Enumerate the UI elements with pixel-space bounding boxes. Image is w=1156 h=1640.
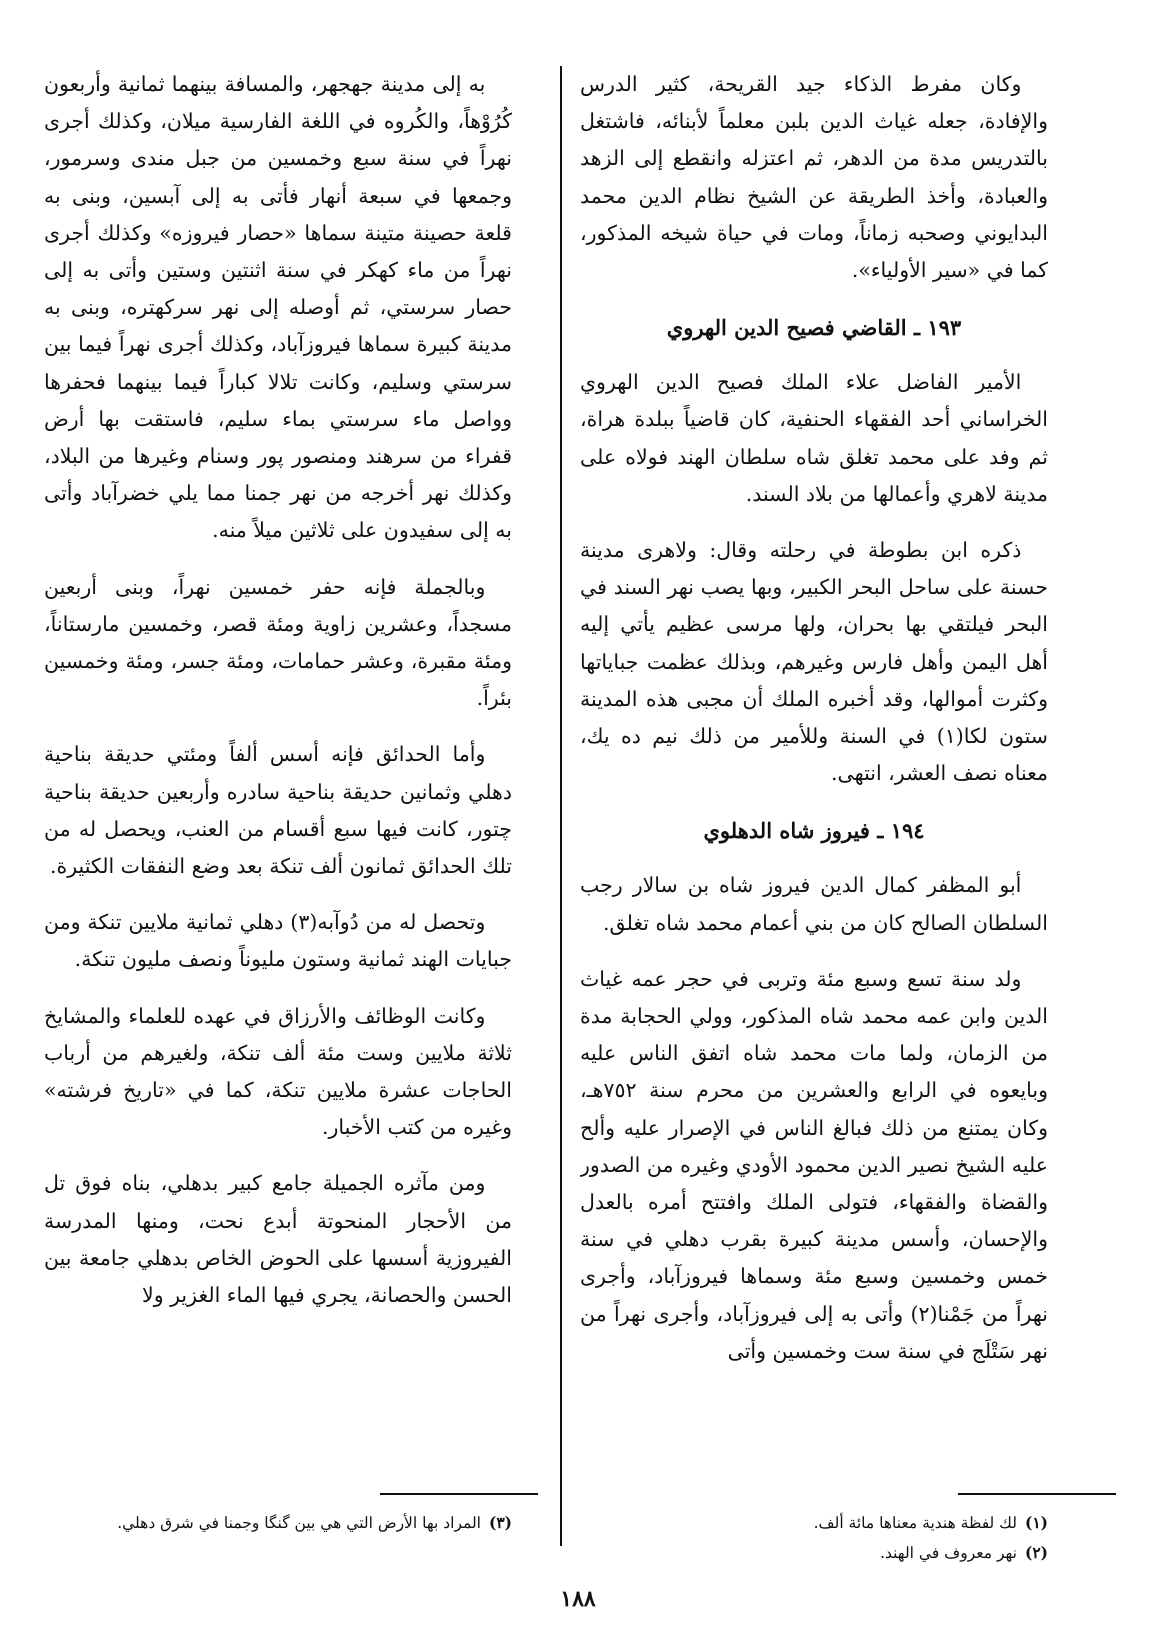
footnote-rule-left [380,1493,538,1495]
page-number: ١٨٨ [560,1586,596,1612]
paragraph: ذكره ابن بطوطة في رحلته وقال: ولاهرى مدينة حسنة على ساحل البحر الكبير، وبها يصب نهر السند في البحر فيلتقي بها بحران، ولها مرسى عظيم يأتي إليه أهل اليمن وأهل فارس وغيرهم، وبذلك عظمت جباياتها وكثرت أموالها، وقد أخبره الملك أن مجبى هذه المدينة ستون لكا(١) في السنة وللأمير من ذلك نيم ده يك، معناه نصف العشر، انتهى. [580,538,1048,786]
right-column [580,66,1048,1482]
paragraph: وكانت الوظائف والأرزاق في عهده للعلماء والمشايخ ثلاثة ملايين وست مئة ألف تنكة، ولغيرهم من أرباب الحاجات عشرة ملايين تنكة، كما في «تاريخ فرشته» وغيره من كتب الأخبار. [44,1003,512,1140]
paragraph: ولد سنة تسع وسبع مئة وتربى في حجر عمه غياث الدين وابن عمه محمد شاه المذكور، وولي الحجابة مدة من الزمان، ولما مات محمد شاه اتفق الناس عليه وبايعوه في الرابع والعشرين من محرم سنة ٧٥٢هـ، وكان يمتنع من ذلك فبالغ الناس في الإصرار عليه وألح عليه الشيخ نصير الدين محمود الأودي وغيره من الصدور والقضاة والفقهاء، فتولى الملك وافتتح أمره بالعدل والإحسان، وأسس مدينة كبيرة بقرب دهلي في سنة خمس وخمسين وسبع مئة وسماها فيروزآباد، وأجرى نهراً من جَمْنا(٢) وأتى به إلى فيروزآباد، وأجرى نهراً من نهر سَتْلَج في سنة ست وخمسين وأتى [580,966,1048,1363]
footnote-number: (٣) [488,1513,512,1532]
footnote-rule-right [958,1493,1116,1495]
paragraph: أبو المظفر كمال الدين فيروز شاه بن سالار رجب السلطان الصالح كان من بني أعمام محمد شاه تغلق. [580,873,1048,935]
column-divider [560,66,562,1546]
footnotes-right [578,1508,1048,1568]
paragraph: وبالجملة فإنه حفر خمسين نهراً، وبنى أربعين مسجداً، وعشرين زاوية ومئة قصر، وخمسين مارستاناً، ومئة مقبرة، وعشر حمامات، ومئة جسر، ومئة وخمسين بئراً. [44,574,512,711]
footnote-number: (١) [1024,1513,1048,1532]
left-column [44,66,512,1482]
footnote-number: (٢) [1024,1543,1048,1562]
footnote-text: لك لفظة هندية معناها مائة ألف. [813,1514,1017,1532]
paragraph: وكان مفرط الذكاء جيد القريحة، كثير الدرس والإفادة، جعله غياث الدين بلبن معلماً لأبنائه، فاشتغل بالتدريس مدة من الدهر، ثم اعتزله وانقطع إلى الزهد والعبادة، وأخذ الطريقة عن الشيخ نظام الدين محمد البدايوني وصحبه زماناً، ومات في حياة شيخه المذكور، كما في «سير الأولياء». [580,72,1048,283]
paragraph: ومن مآثره الجميلة جامع كبير بدهلي، بناه فوق تل من الأحجار المنحوتة أبدع نحت، ومنها المدرسة الفيروزية أسسها على الحوض الخاص بدهلي جامعة بين الحسن والحصانة، يجري فيها الماء الغزير ولا [44,1171,512,1308]
footnote-text: المراد بها الأرض التي هي بين گنگا وجمنا في شرق دهلي. [117,1514,481,1532]
footnote [578,1538,1048,1568]
paragraph: به إلى مدينة جهجهر، والمسافة بينهما ثمانية وأربعون كُرُوْهاً، والكُروه في اللغة الفارسية ميلان، وكذلك أجرى نهراً في سنة سبع وخمسين من جبل مندى وسرمور، وجمعها في سبعة أنهار فأتى به إلى آبسين، وبنى به قلعة حصينة متينة سماها «حصار فيروزه» وكذلك أجرى نهراً من ماء كهكر في سنة اثنتين وستين وأتى به إلى حصار سرستي، ثم أوصله إلى نهر سركهتره، وبنى به مدينة كبيرة سماها فيروزآباد، وكذلك أجرى نهراً فيما بين سرستي وسليم، وكانت تلالا كباراً فيما بينهما فحفرها وواصل ماء سرستي بماء سليم، فاستقت بها أرض قفراء من سرهند ومنصور پور وسنام وغيرها من البلاد، وكذلك نهر أخرجه من نهر جمنا مما يلي خضرآباد وأتى به إلى سفيدون على ثلاثين ميلاً منه. [44,72,512,543]
section-heading: ١٩٣ ـ القاضي فصيح الدين الهروي [666,315,962,341]
paragraph: الأمير الفاضل علاء الملك فصيح الدين الهروي الخراساني أحد الفقهاء الحنفية، كان قاضياً ببلدة هراة، ثم وفد على محمد تغلق شاه سلطان الهند فولاه على مدينة لاهري وأعمالها من بلاد السند. [580,370,1048,506]
footnotes-left [42,1508,512,1538]
footnote [42,1508,512,1538]
footnote-text: نهر معروف في الهند. [880,1544,1017,1562]
paragraph: وأما الحدائق فإنه أسس ألفاً ومئتي حديقة بناحية دهلي وثمانين حديقة بناحية سادره وأربعين حديقة بناحية چتور، كانت فيها سبع أقسام من العنب، ويحصل له من تلك الحدائق ثمانون ألف تنكة بعد وضع النفقات الكثيرة. [44,742,512,879]
paragraph: وتحصل له من دُوآبه(٣) دهلي ثمانية ملايين تنكة ومن جبايات الهند ثمانية وستون مليوناً ونصف مليون تنكة. [44,910,512,972]
footnote [578,1508,1048,1538]
section-heading: ١٩٤ ـ فيروز شاه الدهلوي [703,818,925,844]
